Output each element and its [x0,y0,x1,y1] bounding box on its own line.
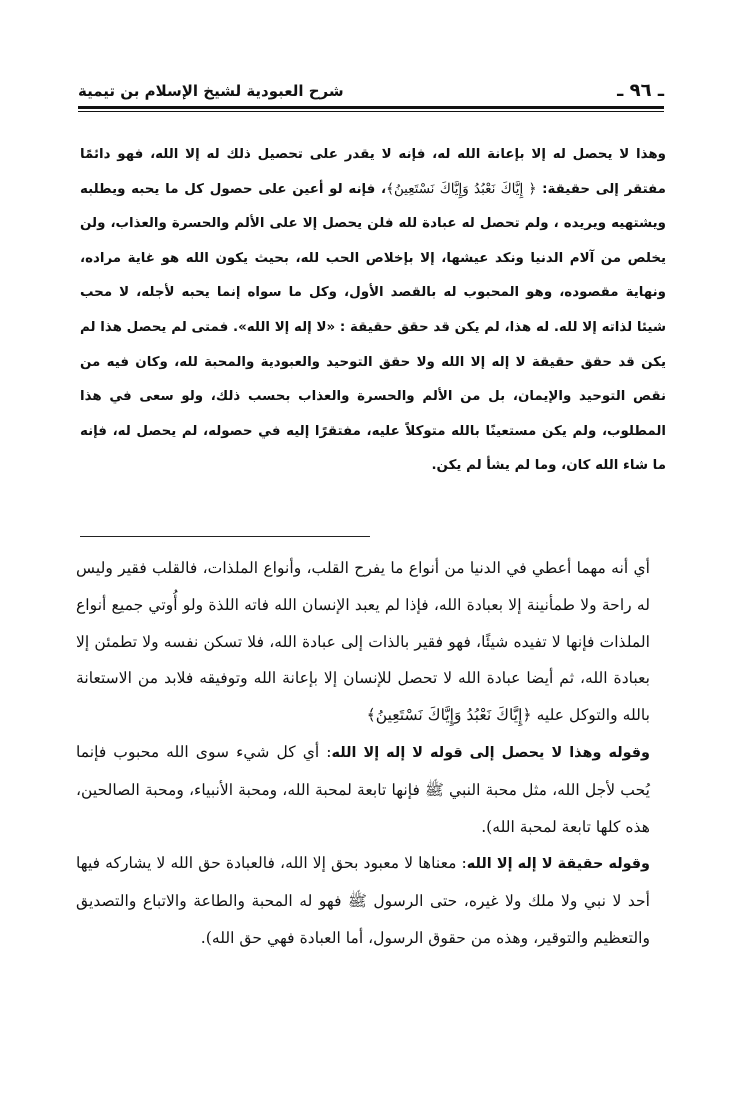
header-rule [78,106,664,109]
footnote-3-heading: وقوله حقيقة لا إله إلا الله [466,856,650,873]
footnote-1-quran: ﴿إِيَّاكَ نَعْبُدُ وَإِيَّاكَ نَسْتَعِينُ﴾ [366,706,532,725]
quran-verse: ﴿ إِيَّاكَ نَعْبُدُ وَإِيَّاكَ نَسْتَعِينُ﴾ [386,181,537,197]
footnote-2 [76,734,668,845]
footnote-1 [76,550,668,734]
footnote-2-heading: وقوله وهذا لا يحصل إلى قوله لا إله إلا الله [331,744,650,761]
running-title: شرح العبودية لشيخ الإسلام بن تيمية [78,82,344,100]
commentary-text-rest: ، فإنه لو أعين على حصول كل ما يحبه ويطلبه ويشتهيه ويريده ، ولم تحصل له عبادة لله فلن يحصل إلا على الألم والحسرة والعذاب، ولن يخلص من آلام الدنيا ونكد عيشها، إلا بإخلاص الحب لله، بحيث يكون الله هو غاية مراده، ونهاية مقصوده، وهو المحبوب له بالقصد الأول، وكل ما سواه إنما يحبه لأجله، لا محب شيئا لذاته إلا لله. له هذا، لم يكن قد حقق حقيقة : «لا إله إلا الله». فمتى لم يحصل هذا لم يكن قد حقق حقيقة لا إله إلا الله ولا حقق التوحيد والعبودية والمحبة لله، وكان فيه من نقص التوحيد والإيمان، بل من الألم والحسرة والعذاب بحسب ذلك، ولو سعى في هذا المطلوب، ولم يكن مستعينًا بالله متوكلاً عليه، مفتقرًا إليه في حصوله، لم يحصل له، فإنه ما شاء الله كان، وما لم يشأ لم يكن. [80,181,666,474]
footnote-1-text: أي أنه مهما أعطي في الدنيا من أنواع ما يفرح القلب، وأنواع الملذات، فالقلب فقير وليس له راحة ولا طمأنينة إلا بعبادة الله، فإذا لم يعبد الإنسان الله فاته اللذة ولو أُوتي جميع أنواع الملذات فإنها لا تفيده شيئًا، فهو فقير بالذات إلى عبادة الله، فلا تسكن نفسه ولا تطمئن إلا بعبادة الله، ثم أيضا عبادة الله لا تحصل للإنسان إلا بإعانة الله وتوفيقه فلابد من الاستعانة بالله والتوكل عليه [76,559,650,725]
page-number: ـ ٩٦ ـ [617,80,664,101]
footnote-3 [76,845,668,956]
footnotes [76,550,668,957]
footnote-2-text: : أي كل شيء سوى الله محبوب فإنما يُحب لأجل الله، مثل محبة النبي ﷺ فإنها تابعة لمحبة الله، ومحبة الأنبياء، ومحبة الصالحين، هذه كلها تابعة لمحبة الله). [76,742,650,836]
footnote-separator [80,536,370,537]
commentary-paragraph [80,138,666,484]
page-header [78,78,664,106]
commentary-text-start: وهذا لا يحصل له إلا بإعانة الله له، فإنه لا يقدر على تحصيل ذلك له إلا الله، فهو دائمًا مفتقر إلى حقيقة: [80,147,666,197]
header-rule-thin [78,111,664,112]
footnote-3-text: : معناها لا معبود بحق إلا الله، فالعبادة حق الله لا يشاركه فيها أحد لا نبي ولا ملك ولا غيره، حتى الرسول ﷺ فهو له المحبة والطاعة والاتباع والتصديق والتعظيم والتوقير، وهذه من حقوق الرسول، أما العبادة فهي حق الله). [76,854,650,947]
